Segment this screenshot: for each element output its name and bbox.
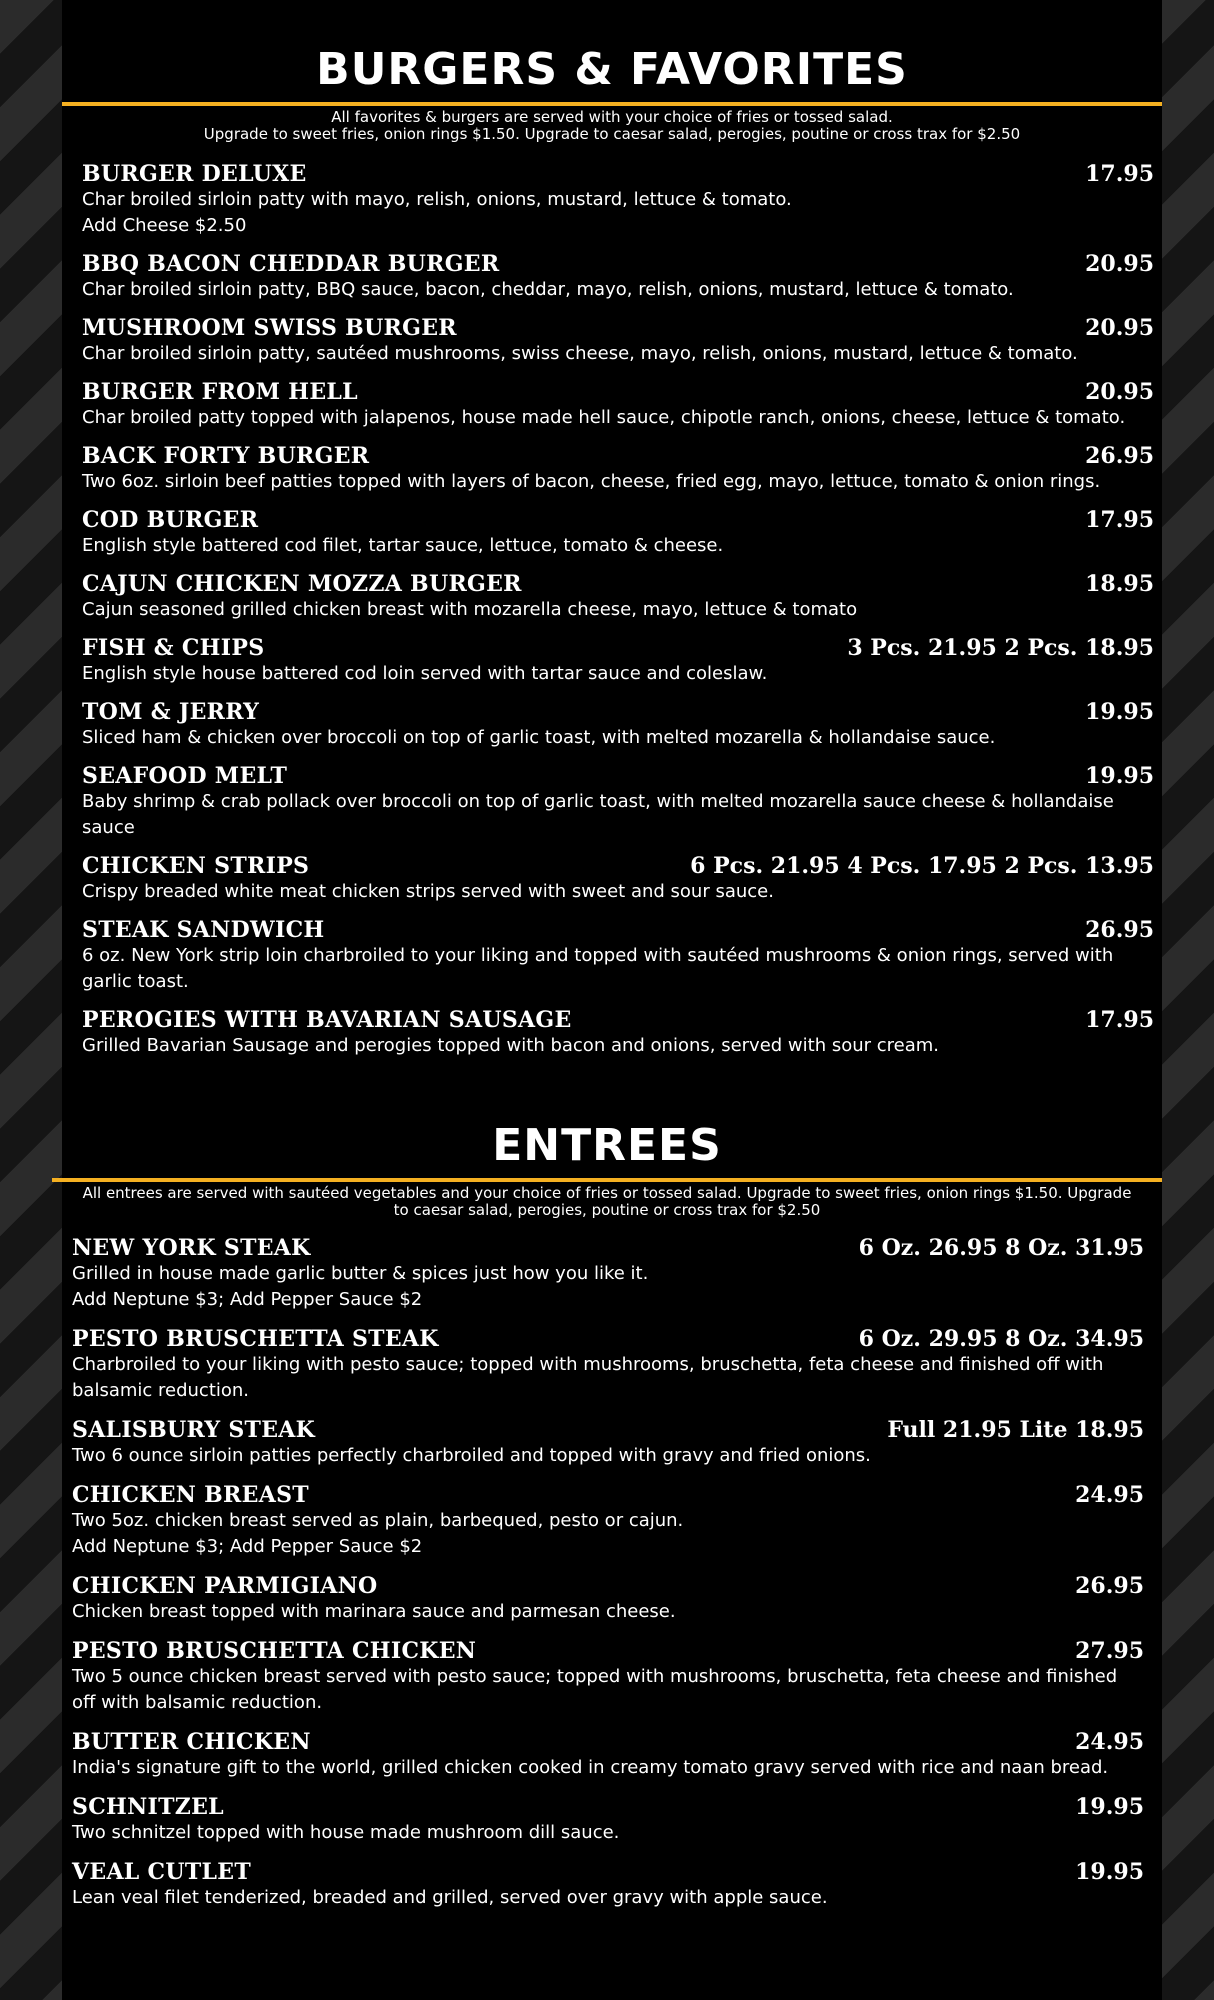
item-name: SALISBURY STEAK	[72, 1417, 316, 1443]
item-price: 19.95	[1085, 763, 1154, 789]
item-price: 24.95	[1075, 1729, 1144, 1755]
item-name: BURGER FROM HELL	[82, 379, 358, 405]
item-name: TOM & JERRY	[82, 699, 260, 725]
menu-item	[82, 315, 1154, 367]
item-name: FISH & CHIPS	[82, 635, 265, 661]
item-price: Full 21.95 Lite 18.95	[887, 1417, 1144, 1443]
item-description: India's signature gift to the world, grilled chicken cooked in creamy tomato gravy served with rice and naan bread.	[72, 1757, 1109, 1778]
item-price: 19.95	[1075, 1794, 1144, 1820]
burgers-note-line2: Upgrade to sweet fries, onion rings $1.50. Upgrade to caesar salad, perogies, poutine or cross trax for $2.50	[203, 125, 1021, 143]
item-name: BACK FORTY BURGER	[82, 443, 370, 469]
item-description: English style house battered cod loin served with tartar sauce and coleslaw.	[82, 663, 768, 684]
item-description: Char broiled sirloin patty with mayo, relish, onions, mustard, lettuce & tomato.	[82, 189, 792, 210]
entrees-list	[52, 1219, 1144, 1911]
menu-item	[72, 1573, 1144, 1625]
item-price: 3 Pcs. 21.95 2 Pcs. 18.95	[847, 635, 1154, 661]
entrees-title: ENTREES	[492, 1120, 722, 1171]
item-price: 20.95	[1085, 315, 1154, 341]
item-price: 20.95	[1085, 379, 1154, 405]
entrees-section	[52, 1120, 1162, 1924]
item-price: 17.95	[1085, 507, 1154, 533]
menu-item	[82, 699, 1154, 751]
item-name: MUSHROOM SWISS BURGER	[82, 315, 457, 341]
item-name: SCHNITZEL	[72, 1794, 224, 1820]
item-description: Cajun seasoned grilled chicken breast with mozarella cheese, mayo, lettuce & tomato	[82, 599, 858, 620]
item-price: 17.95	[1085, 161, 1154, 187]
item-name: CAJUN CHICKEN MOZZA BURGER	[82, 571, 522, 597]
menu-item	[82, 635, 1154, 687]
menu-item	[82, 443, 1154, 495]
item-description: Two 6oz. sirloin beef patties topped with layers of bacon, cheese, fried egg, mayo, lettuce, tomato & onion rings.	[82, 471, 1101, 492]
burgers-note-line1: All favorites & burgers are served with your choice of fries or tossed salad.	[331, 108, 893, 126]
item-price: 6 Pcs. 21.95 4 Pcs. 17.95 2 Pcs. 13.95	[690, 853, 1154, 879]
item-description: Grilled Bavarian Sausage and perogies topped with bacon and onions, served with sour cream.	[82, 1035, 940, 1056]
item-price: 6 Oz. 29.95 8 Oz. 34.95	[858, 1326, 1144, 1352]
item-name: BURGER DELUXE	[82, 161, 307, 187]
item-description: Char broiled sirloin patty, BBQ sauce, bacon, cheddar, mayo, relish, onions, mustard, lettuce & tomato.	[82, 279, 1014, 300]
menu-item	[82, 379, 1154, 431]
item-name: BUTTER CHICKEN	[72, 1729, 311, 1755]
item-addon: Add Neptune $3; Add Pepper Sauce $2	[72, 1289, 423, 1310]
burgers-section	[62, 0, 1162, 1071]
item-name: CHICKEN STRIPS	[82, 853, 310, 879]
item-description: Two schnitzel topped with house made mushroom dill sauce.	[72, 1822, 620, 1843]
item-price: 6 Oz. 26.95 8 Oz. 31.95	[858, 1235, 1144, 1261]
item-name: COD BURGER	[82, 507, 259, 533]
menu-item	[72, 1729, 1144, 1781]
menu-item	[82, 763, 1154, 841]
item-description: Char broiled sirloin patty, sautéed mushrooms, swiss cheese, mayo, relish, onions, mustard, lettuce & tomato.	[82, 343, 1078, 364]
item-price: 18.95	[1085, 571, 1154, 597]
menu-item	[72, 1859, 1144, 1911]
item-description: 6 oz. New York strip loin charbroiled to your liking and topped with sautéed mushrooms & onion rings, served with garlic toast.	[82, 945, 1114, 992]
item-name: STEAK SANDWICH	[82, 917, 325, 943]
menu-item	[82, 853, 1154, 905]
menu-item	[72, 1417, 1144, 1469]
entrees-divider	[52, 1178, 1162, 1182]
item-description: Grilled in house made garlic butter & spices just how you like it.	[72, 1263, 649, 1284]
menu-item	[82, 571, 1154, 623]
item-name: PEROGIES WITH BAVARIAN SAUSAGE	[82, 1007, 572, 1033]
burgers-list	[62, 143, 1154, 1059]
menu-item	[82, 161, 1154, 239]
item-price: 19.95	[1075, 1859, 1144, 1885]
item-addon: Add Neptune $3; Add Pepper Sauce $2	[72, 1536, 423, 1557]
item-description: English style battered cod filet, tartar sauce, lettuce, tomato & cheese.	[82, 535, 724, 556]
menu-item	[72, 1326, 1144, 1404]
menu-item	[72, 1482, 1144, 1560]
burgers-divider	[62, 102, 1162, 106]
item-description: Lean veal filet tenderized, breaded and grilled, served over gravy with apple sauce.	[72, 1887, 828, 1908]
item-price: 20.95	[1085, 251, 1154, 277]
item-description: Two 5oz. chicken breast served as plain, barbequed, pesto or cajun.	[72, 1510, 684, 1531]
item-description: Sliced ham & chicken over broccoli on top of garlic toast, with melted mozarella & hollandaise sauce.	[82, 727, 996, 748]
item-price: 26.95	[1085, 443, 1154, 469]
item-name: SEAFOOD MELT	[82, 763, 288, 789]
item-price: 19.95	[1085, 699, 1154, 725]
item-name: VEAL CUTLET	[72, 1859, 252, 1885]
menu-item	[82, 507, 1154, 559]
item-price: 26.95	[1085, 917, 1154, 943]
item-name: PESTO BRUSCHETTA STEAK	[72, 1326, 439, 1352]
item-addon: Add Cheese $2.50	[82, 215, 247, 236]
menu-item	[82, 1007, 1154, 1059]
entrees-note: All entrees are served with sautéed vegetables and your choice of fries or tossed salad. Upgrade to sweet fries, onion rings $1.50. Upgrade to caesar salad, perogies, poutine or cross trax for $2.50	[82, 1184, 1132, 1219]
menu-item	[82, 917, 1154, 995]
item-description: Two 5 ounce chicken breast served with pesto sauce; topped with mushrooms, bruschetta, feta cheese and finished off with balsamic reduction.	[72, 1666, 1118, 1713]
burgers-note	[62, 109, 1162, 143]
item-name: NEW YORK STEAK	[72, 1235, 311, 1261]
item-description: Baby shrimp & crab pollack over broccoli on top of garlic toast, with melted mozarella sauce cheese & hollandaise sauce	[82, 791, 1114, 838]
menu-panel	[62, 0, 1162, 2000]
item-price: 27.95	[1075, 1638, 1144, 1664]
item-name: CHICKEN BREAST	[72, 1482, 309, 1508]
item-description: Chicken breast topped with marinara sauce and parmesan cheese.	[72, 1601, 676, 1622]
item-description: Char broiled patty topped with jalapenos, house made hell sauce, chipotle ranch, onions, cheese, lettuce & tomato.	[82, 407, 1126, 428]
item-name: CHICKEN PARMIGIANO	[72, 1573, 378, 1599]
burgers-title: BURGERS & FAVORITES	[316, 44, 908, 95]
menu-item	[72, 1794, 1144, 1846]
menu-item	[72, 1235, 1144, 1313]
item-name: BBQ BACON CHEDDAR BURGER	[82, 251, 500, 277]
item-description: Two 6 ounce sirloin patties perfectly charbroiled and topped with gravy and fried onions.	[72, 1445, 871, 1466]
menu-item	[72, 1638, 1144, 1716]
item-description: Charbroiled to your liking with pesto sauce; topped with mushrooms, bruschetta, feta cheese and finished off with balsamic reduction.	[72, 1354, 1104, 1401]
item-price: 26.95	[1075, 1573, 1144, 1599]
item-description: Crispy breaded white meat chicken strips served with sweet and sour sauce.	[82, 881, 774, 902]
item-price: 24.95	[1075, 1482, 1144, 1508]
menu-item	[82, 251, 1154, 303]
item-name: PESTO BRUSCHETTA CHICKEN	[72, 1638, 477, 1664]
item-price: 17.95	[1085, 1007, 1154, 1033]
